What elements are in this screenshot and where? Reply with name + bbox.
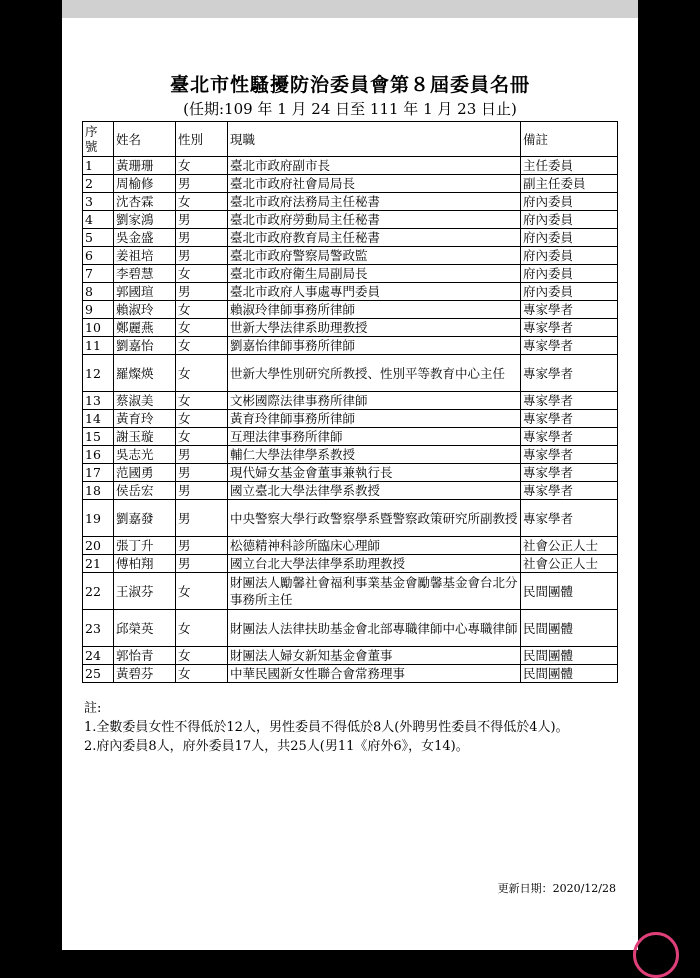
member-gender: 男 xyxy=(176,555,228,573)
member-name: 謝玉璇 xyxy=(114,428,176,446)
member-position: 世新大學性別研究所教授、性別平等教育中心主任 xyxy=(228,355,521,392)
row-number: 23 xyxy=(83,610,114,647)
table-row xyxy=(83,482,618,500)
member-remark: 民間團體 xyxy=(521,647,618,665)
member-name: 賴淑玲 xyxy=(114,301,176,319)
member-remark: 民間團體 xyxy=(521,610,618,647)
member-remark: 府內委員 xyxy=(521,247,618,265)
member-remark: 專家學者 xyxy=(521,482,618,500)
header-no-label: 序號 xyxy=(85,124,98,154)
table-row xyxy=(83,410,618,428)
row-number: 12 xyxy=(83,355,114,392)
table-row xyxy=(83,283,618,301)
member-name: 沈杏霖 xyxy=(114,193,176,211)
table-row xyxy=(83,211,618,229)
row-number: 10 xyxy=(83,319,114,337)
member-position: 松德精神科診所臨床心理師 xyxy=(228,537,521,555)
header-name: 姓名 xyxy=(114,122,176,157)
table-row xyxy=(83,500,618,537)
member-name: 侯岳宏 xyxy=(114,482,176,500)
member-position: 國立臺北大學法律學系教授 xyxy=(228,482,521,500)
row-number: 19 xyxy=(83,500,114,537)
member-name: 鄭麗燕 xyxy=(114,319,176,337)
member-position: 臺北市政府勞動局主任秘書 xyxy=(228,211,521,229)
member-name: 姜祖培 xyxy=(114,247,176,265)
member-gender: 女 xyxy=(176,610,228,647)
member-remark: 主任委員 xyxy=(521,157,618,175)
floating-action-button[interactable] xyxy=(633,932,679,978)
row-number: 1 xyxy=(83,157,114,175)
member-gender: 女 xyxy=(176,428,228,446)
member-position: 世新大學法律系助理教授 xyxy=(228,319,521,337)
member-remark: 民間團體 xyxy=(521,573,618,610)
row-number: 2 xyxy=(83,175,114,193)
member-gender: 女 xyxy=(176,319,228,337)
roster-body xyxy=(83,157,618,683)
member-name: 范國勇 xyxy=(114,464,176,482)
member-position: 現代婦女基金會董事兼執行長 xyxy=(228,464,521,482)
member-remark: 專家學者 xyxy=(521,337,618,355)
member-remark: 專家學者 xyxy=(521,464,618,482)
member-gender: 女 xyxy=(176,410,228,428)
member-gender: 女 xyxy=(176,193,228,211)
table-row xyxy=(83,647,618,665)
member-remark: 專家學者 xyxy=(521,410,618,428)
table-row xyxy=(83,193,618,211)
table-row xyxy=(83,229,618,247)
member-remark: 府內委員 xyxy=(521,193,618,211)
member-gender: 女 xyxy=(176,647,228,665)
member-position: 黃育玲律師事務所律師 xyxy=(228,410,521,428)
member-position: 臺北市政府法務局主任秘書 xyxy=(228,193,521,211)
member-name: 郭國瑄 xyxy=(114,283,176,301)
member-name: 王淑芬 xyxy=(114,573,176,610)
table-row xyxy=(83,392,618,410)
member-name: 羅燦煐 xyxy=(114,355,176,392)
member-gender: 男 xyxy=(176,175,228,193)
member-position: 臺北市政府社會局局長 xyxy=(228,175,521,193)
table-row xyxy=(83,573,618,610)
row-number: 4 xyxy=(83,211,114,229)
member-remark: 府內委員 xyxy=(521,283,618,301)
table-row xyxy=(83,665,618,683)
member-name: 黃珊珊 xyxy=(114,157,176,175)
member-remark: 專家學者 xyxy=(521,392,618,410)
row-number: 22 xyxy=(83,573,114,610)
row-number: 5 xyxy=(83,229,114,247)
table-row xyxy=(83,446,618,464)
member-gender: 女 xyxy=(176,337,228,355)
member-gender: 男 xyxy=(176,247,228,265)
member-name: 黃碧芬 xyxy=(114,665,176,683)
member-gender: 女 xyxy=(176,355,228,392)
note-item: 1.全數委員女性不得低於12人，男性委員不得低於8人(外聘男性委員不得低於4人)。 xyxy=(84,720,569,735)
document-title: 臺北市性騷擾防治委員會第８屆委員名冊 xyxy=(169,74,530,96)
table-row xyxy=(83,537,618,555)
header-remark: 備註 xyxy=(521,122,618,157)
member-position: 中華民國新女性聯合會常務理事 xyxy=(228,665,521,683)
member-position: 臺北市政府警察局警政監 xyxy=(228,247,521,265)
table-row xyxy=(83,337,618,355)
member-remark: 民間團體 xyxy=(521,665,618,683)
member-remark: 社會公正人士 xyxy=(521,555,618,573)
member-name: 吳金盛 xyxy=(114,229,176,247)
member-gender: 男 xyxy=(176,537,228,555)
member-roster-table xyxy=(82,121,618,683)
table-row xyxy=(83,157,618,175)
row-number: 18 xyxy=(83,482,114,500)
member-remark: 專家學者 xyxy=(521,319,618,337)
member-name: 劉家鴻 xyxy=(114,211,176,229)
member-position: 國立台北大學法律學系助理教授 xyxy=(228,555,521,573)
document-page xyxy=(62,18,638,950)
member-name: 劉嘉發 xyxy=(114,500,176,537)
member-gender: 男 xyxy=(176,464,228,482)
row-number: 14 xyxy=(83,410,114,428)
member-remark: 專家學者 xyxy=(521,301,618,319)
member-gender: 女 xyxy=(176,392,228,410)
member-remark: 專家學者 xyxy=(521,355,618,392)
table-row xyxy=(83,610,618,647)
row-number: 25 xyxy=(83,665,114,683)
notes-label: 註: xyxy=(84,701,102,716)
row-number: 6 xyxy=(83,247,114,265)
table-row xyxy=(83,175,618,193)
row-number: 17 xyxy=(83,464,114,482)
member-position: 中央警察大學行政警察學系暨警察政策研究所副教授 xyxy=(228,500,521,537)
member-gender: 男 xyxy=(176,229,228,247)
member-position: 文彬國際法律事務所律師 xyxy=(228,392,521,410)
member-gender: 男 xyxy=(176,482,228,500)
member-position: 臺北市政府教育局主任秘書 xyxy=(228,229,521,247)
table-row xyxy=(83,464,618,482)
row-number: 3 xyxy=(83,193,114,211)
member-position: 劉嘉怡律師事務所律師 xyxy=(228,337,521,355)
table-row xyxy=(83,555,618,573)
row-number: 11 xyxy=(83,337,114,355)
row-number: 7 xyxy=(83,265,114,283)
member-gender: 男 xyxy=(176,211,228,229)
member-name: 蔡淑美 xyxy=(114,392,176,410)
member-position: 輔仁大學法律學系教授 xyxy=(228,446,521,464)
member-name: 傅柏翔 xyxy=(114,555,176,573)
member-remark: 副主任委員 xyxy=(521,175,618,193)
member-gender: 女 xyxy=(176,665,228,683)
table-row xyxy=(83,247,618,265)
term-period: (任期:109 年 1 月 24 日至 111 年 1 月 23 日止) xyxy=(183,100,517,118)
member-name: 吳志光 xyxy=(114,446,176,464)
member-gender: 女 xyxy=(176,157,228,175)
member-remark: 府內委員 xyxy=(521,211,618,229)
row-number: 16 xyxy=(83,446,114,464)
member-name: 張丁升 xyxy=(114,537,176,555)
member-gender: 男 xyxy=(176,446,228,464)
row-number: 13 xyxy=(83,392,114,410)
member-name: 李碧慧 xyxy=(114,265,176,283)
notes-section xyxy=(84,699,624,756)
row-number: 15 xyxy=(83,428,114,446)
table-header-row xyxy=(83,122,618,157)
table-row xyxy=(83,301,618,319)
member-position: 賴淑玲律師事務所律師 xyxy=(228,301,521,319)
member-remark: 專家學者 xyxy=(521,500,618,537)
member-position: 互理法律事務所律師 xyxy=(228,428,521,446)
header-no xyxy=(83,122,114,157)
row-number: 20 xyxy=(83,537,114,555)
member-position: 臺北市政府衛生局副局長 xyxy=(228,265,521,283)
row-number: 9 xyxy=(83,301,114,319)
member-remark: 專家學者 xyxy=(521,428,618,446)
member-remark: 府內委員 xyxy=(521,265,618,283)
note-item: 2.府內委員8人，府外委員17人，共25人(男11《府外6》，女14)。 xyxy=(84,739,469,754)
member-position: 財團法人法律扶助基金會北部專職律師中心專職律師 xyxy=(228,610,521,647)
header-gender: 性別 xyxy=(176,122,228,157)
update-date: 更新日期：2020/12/28 xyxy=(497,882,616,895)
member-gender: 女 xyxy=(176,573,228,610)
member-gender: 女 xyxy=(176,301,228,319)
member-gender: 男 xyxy=(176,500,228,537)
header-position: 現職 xyxy=(228,122,521,157)
member-gender: 女 xyxy=(176,265,228,283)
row-number: 8 xyxy=(83,283,114,301)
table-row xyxy=(83,428,618,446)
member-gender: 男 xyxy=(176,283,228,301)
member-name: 邱榮英 xyxy=(114,610,176,647)
member-position: 臺北市政府人事處專門委員 xyxy=(228,283,521,301)
row-number: 24 xyxy=(83,647,114,665)
table-row xyxy=(83,355,618,392)
table-row xyxy=(83,319,618,337)
member-name: 郭怡青 xyxy=(114,647,176,665)
table-row xyxy=(83,265,618,283)
row-number: 21 xyxy=(83,555,114,573)
member-name: 黃育玲 xyxy=(114,410,176,428)
viewer-top-bar xyxy=(62,0,638,18)
member-name: 劉嘉怡 xyxy=(114,337,176,355)
member-remark: 府內委員 xyxy=(521,229,618,247)
member-position: 財團法人勵馨社會福利事業基金會勵馨基金會台北分事務所主任 xyxy=(228,573,521,610)
member-name: 周榆修 xyxy=(114,175,176,193)
member-position: 臺北市政府副市長 xyxy=(228,157,521,175)
member-remark: 專家學者 xyxy=(521,446,618,464)
member-position: 財團法人婦女新知基金會董事 xyxy=(228,647,521,665)
member-remark: 社會公正人士 xyxy=(521,537,618,555)
